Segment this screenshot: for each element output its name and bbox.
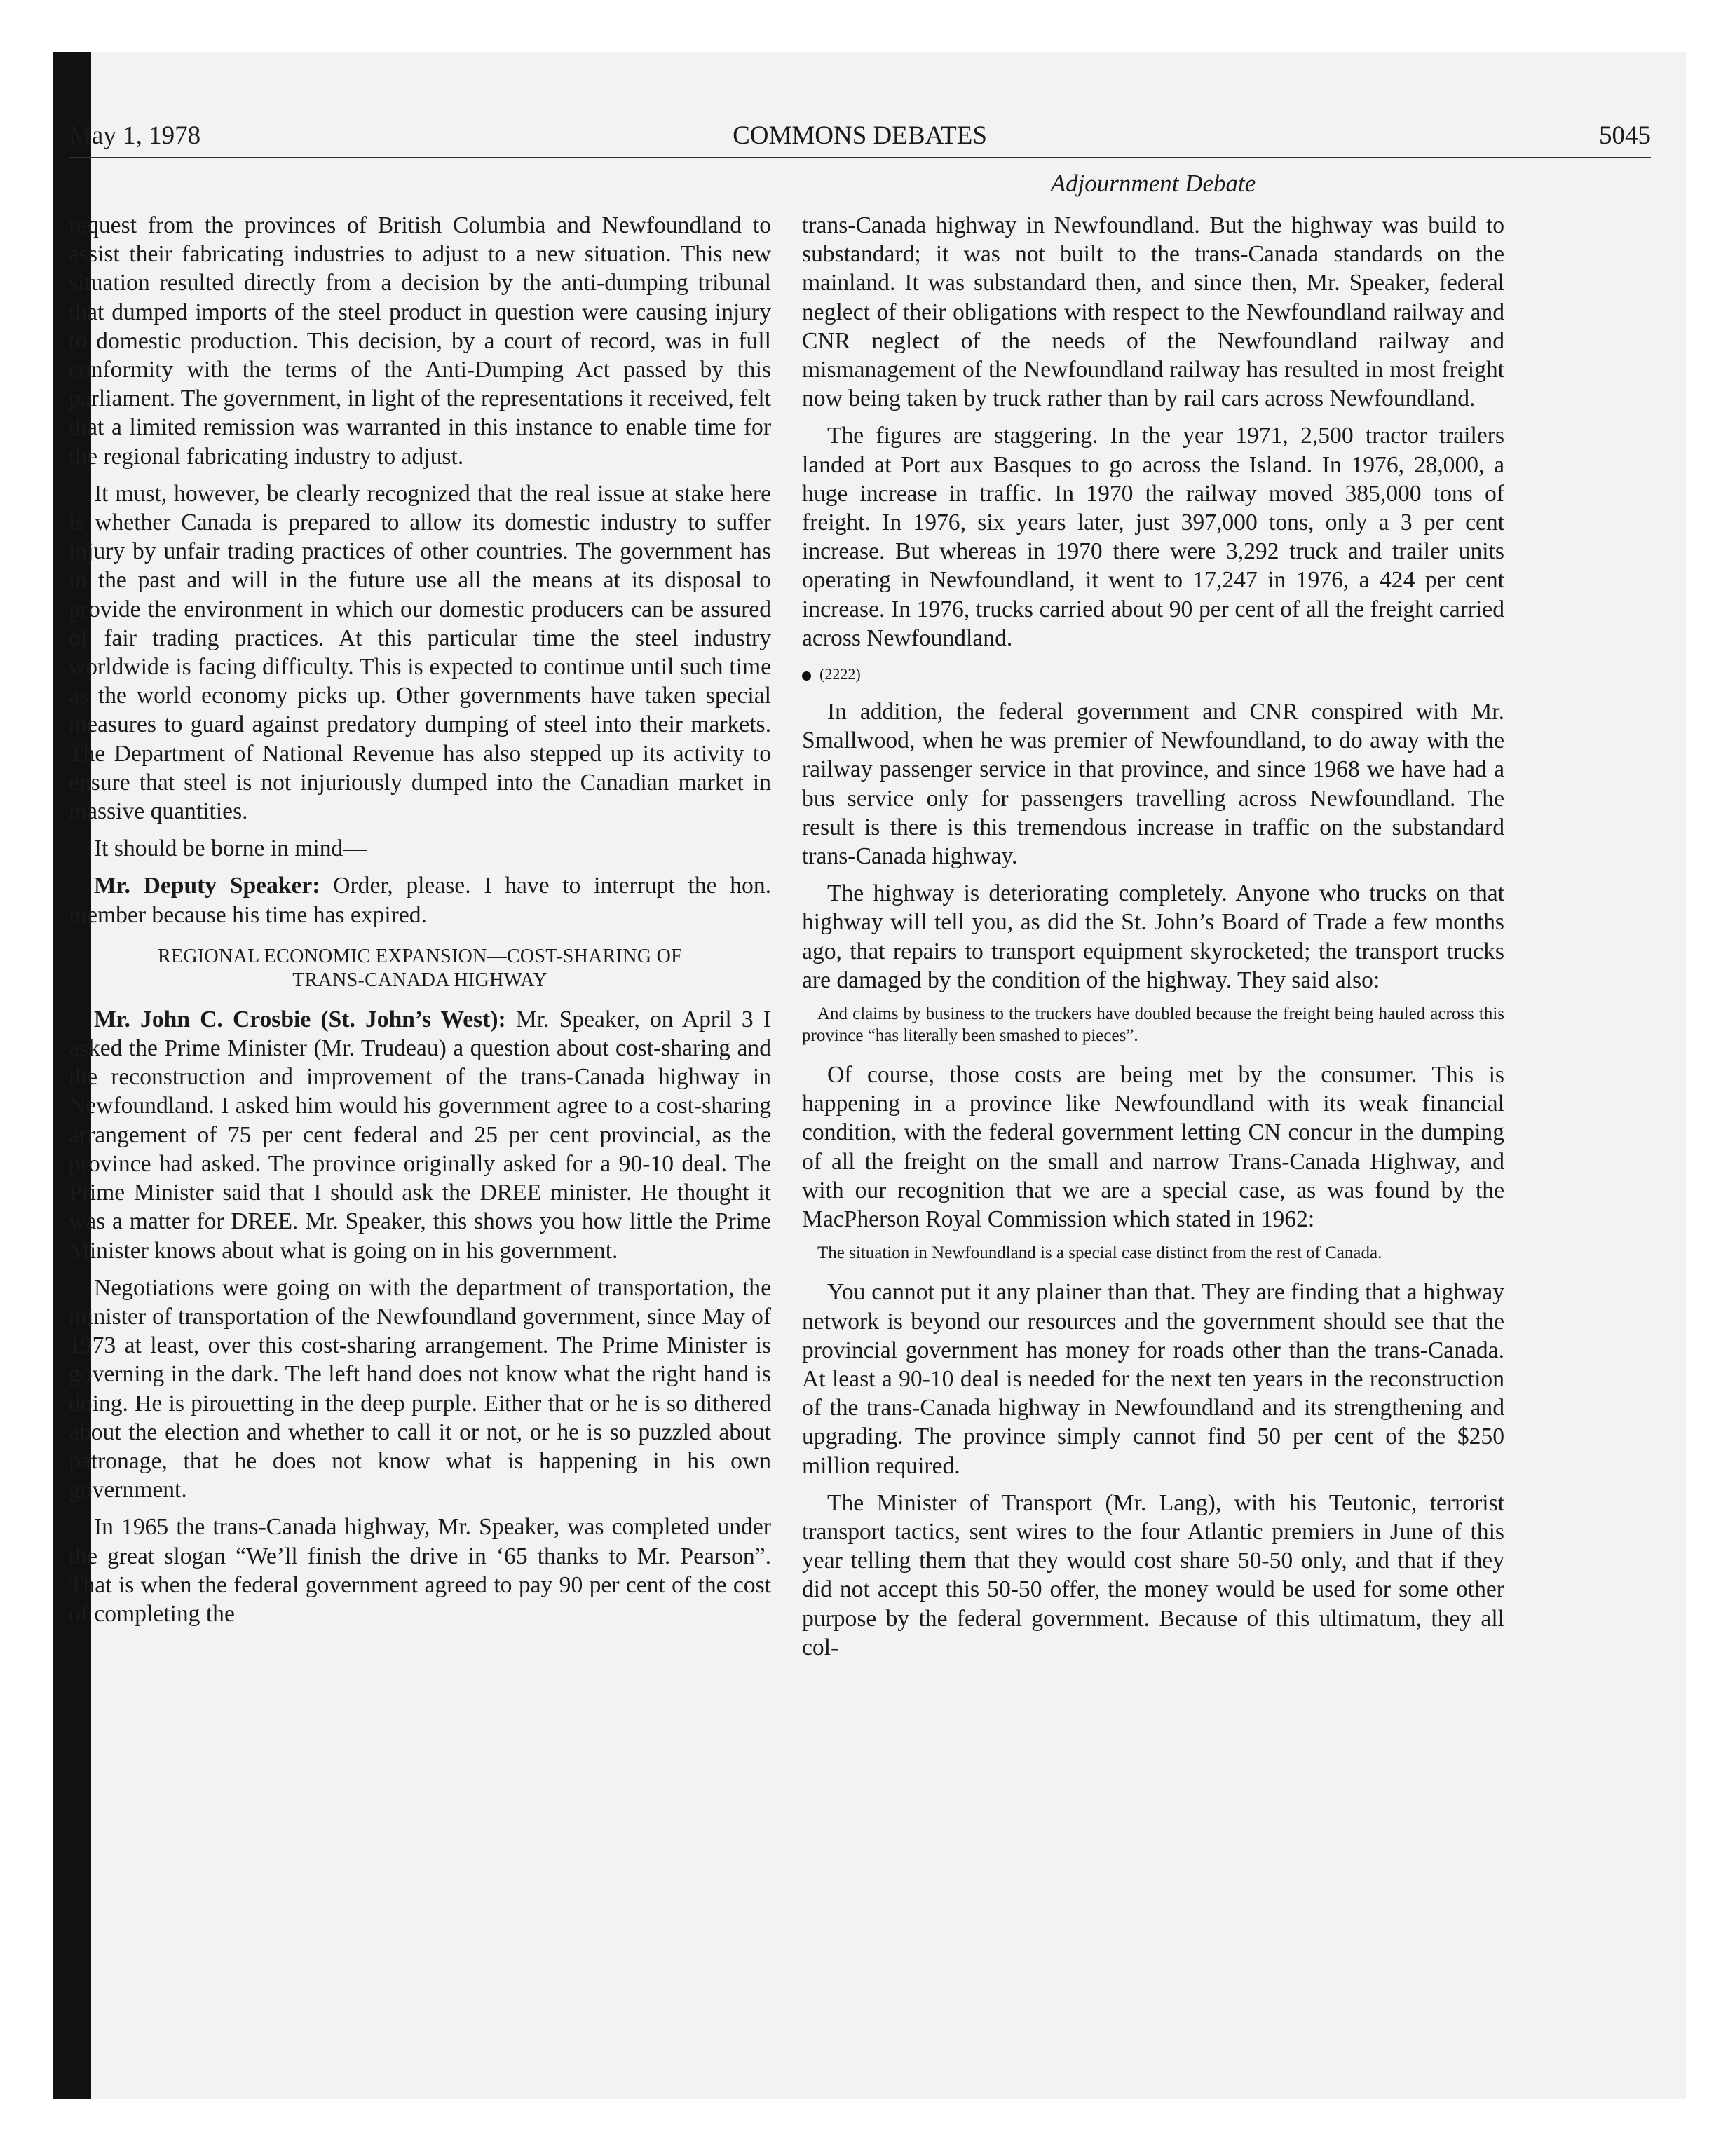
time-marker-text: (2222) [819,665,861,683]
paragraph: request from the provinces of British Columbia and Newfoundland to assist their fabricating industries to adjust to a new situation. This new situation resulted directly from a decision by the anti-dumping tribunal that dumped imports of the steel product in question were causing injury to domestic production. This decision, by a court of record, was in full conformity with the terms of the Anti-Dumping Act passed by this parliament. The government, in light of the representations it received, felt that a limited remission was warranted in this instance to enable time for the regional fabricating industry to adjust. [69,212,771,470]
quote-text: And claims by business to the truckers have doubled because the freight being hauled across this province “has literally been smashed to pieces”. [802,1004,1504,1046]
speech-text: Mr. Speaker, on April 3 I asked the Prime Minister (Mr. Trudeau) a question about cost-sharing and the reconstruction and improvement of the trans-Canada highway in Newfoundland. I asked him would his government agree to a cost-sharing arrangement of 75 per cent federal and 25 per cent provincial, as the province had asked. The province originally asked for a 90-10 deal. The Prime Minister said that I should ask the DREE minister. He thought it was a matter for DREE. Mr. Speaker, this shows you how little the Prime Minister knows about what is going on in his government. [69,1006,771,1264]
block-quote [802,1242,1504,1264]
paragraph: The figures are staggering. In the year 1971, 2,500 tractor trailers landed at Port aux Basques to go across the Island. In 1976, 28,000, a huge increase in traffic. In 1970 the railway moved 385,000 tons of freight. In 1976, six years later, just 397,000 tons, only a 3 per cent increase. But whereas in 1970 there were 3,292 truck and trailer units operating in Newfoundland, it went to 17,247 in 1976, a 424 per cent increase. In 1976, trucks carried about 90 per cent of all the freight carried across Newfoundland. [802,423,1504,651]
paragraph: trans-Canada highway in Newfoundland. But the highway was build to substandard; it was not built to the trans-Canada standards on the mainland. It was substandard then, and since then, Mr. Speaker, federal neglect of their obligations with respect to the Newfoundland railway and CNR neglect of the needs of the Newfoundland railway and mismanagement of the Newfoundland railway has resulted in most freight now being taken by truck rather than by rail cars across Newfoundland. [802,212,1504,412]
bullet-icon [802,671,811,681]
speaker-name: Mr. John C. Crosbie (St. John’s West): [94,1006,506,1032]
left-column [69,211,771,1637]
section-title [69,945,771,992]
header-publication: COMMONS DEBATES [733,121,987,150]
speaker-name: Mr. Deputy Speaker: [94,873,320,899]
paragraph: You cannot put it any plainer than that. They are finding that a highway network is beyond our resources and the government should see that the provincial government has money for roads other than the trans-Canada. At least a 90-10 deal is needed for the next ten years in the reconstruction of the trans-Canada highway in Newfoundland and its strengthening and upgrading. The province simply cannot find 50 per cent of the $250 million required. [802,1279,1504,1479]
paragraph: It should be borne in mind— [94,835,367,862]
paragraph: It must, however, be clearly recognized that the real issue at stake here is whether Canada is prepared to allow its domestic industry to suffer injury by unfair trading practices of other countries. The government has in the past and will in the future use all the means at its disposal to provide the environment in which our domestic producers can be assured of fair trading practices. At this particular time the steel industry worldwide is facing difficulty. This is expected to continue until such time as the world economy picks up. Other governments have taken special measures to guard against predatory dumping of steel into their markets. The Department of National Revenue has also stepped up its activity to ensure that steel is not injuriously dumped into the Canadian market in massive quantities. [69,480,771,825]
right-column [802,211,1504,1670]
paragraph: In addition, the federal government and CNR conspired with Mr. Smallwood, when he was premier of Newfoundland, to do away with the railway passenger service in that province, and since 1968 we have had a bus service only for passengers travelling across Newfoundland. The result is there is this tremendous increase in traffic on the substandard trans-Canada highway. [802,699,1504,870]
section-title-line: TRANS-CANADA HIGHWAY [292,969,547,991]
quote-text: The situation in Newfoundland is a special case distinct from the rest of Canada. [817,1243,1382,1263]
paragraph: The highway is deteriorating completely. Anyone who trucks on that highway will tell you, as did the St. John’s Board of Trade a few months ago, that repairs to transport equipment skyrocketed; the transport trucks are damaged by the condition of the highway. They said also: [802,880,1504,993]
running-head: Adjournment Debate [1050,170,1256,197]
speaker-paragraph [69,871,771,929]
section-title-line: REGIONAL ECONOMIC EXPANSION—COST-SHARING OF [158,945,682,967]
paragraph: In 1965 the trans-Canada highway, Mr. Speaker, was completed under the great slogan “We’ll finish the drive in ‘65 thanks to Mr. Pearson”. That is when the federal government agreed to pay 90 per cent of the cost of completing the [69,1514,771,1627]
page-header [69,118,1651,158]
header-page-number: 5045 [1599,121,1651,150]
paragraph: Negotiations were going on with the department of transportation, the minister of transportation of the Newfoundland government, since May of 1973 at least, over this cost-sharing arrangement. The Prime Minister is governing in the dark. The left hand does not know what the right hand is doing. He is pirouetting in the deep purple. Either that or he is so dithered about the election and whether to call it or not, or he is so puzzled about patronage, that he does not know what is happening in his own government. [69,1274,771,1503]
block-quote [802,1003,1504,1046]
speech-text: Order, please. I have to interrupt the hon. member because his time has expired. [69,873,771,928]
paragraph: Of course, those costs are being met by the consumer. This is happening in a province like Newfoundland with its weak financial condition, with the federal government letting CN concur in the dumping of all the freight on the small and narrow Trans-Canada Highway, and with our recognition that we are a special case, as was found by the MacPherson Royal Commission which stated in 1962: [802,1062,1504,1233]
paragraph: The Minister of Transport (Mr. Lang), with his Teutonic, terrorist transport tactics, sent wires to the four Atlantic premiers in June of this year telling them that they would cost share 50-50 only, and that if they did not accept this 50-50 offer, the money would be used for some other purpose by the federal government. Because of this ultimatum, they all col- [802,1489,1504,1660]
header-date: May 1, 1978 [69,121,201,150]
time-marker [802,662,1504,686]
speaker-paragraph [69,1005,771,1265]
